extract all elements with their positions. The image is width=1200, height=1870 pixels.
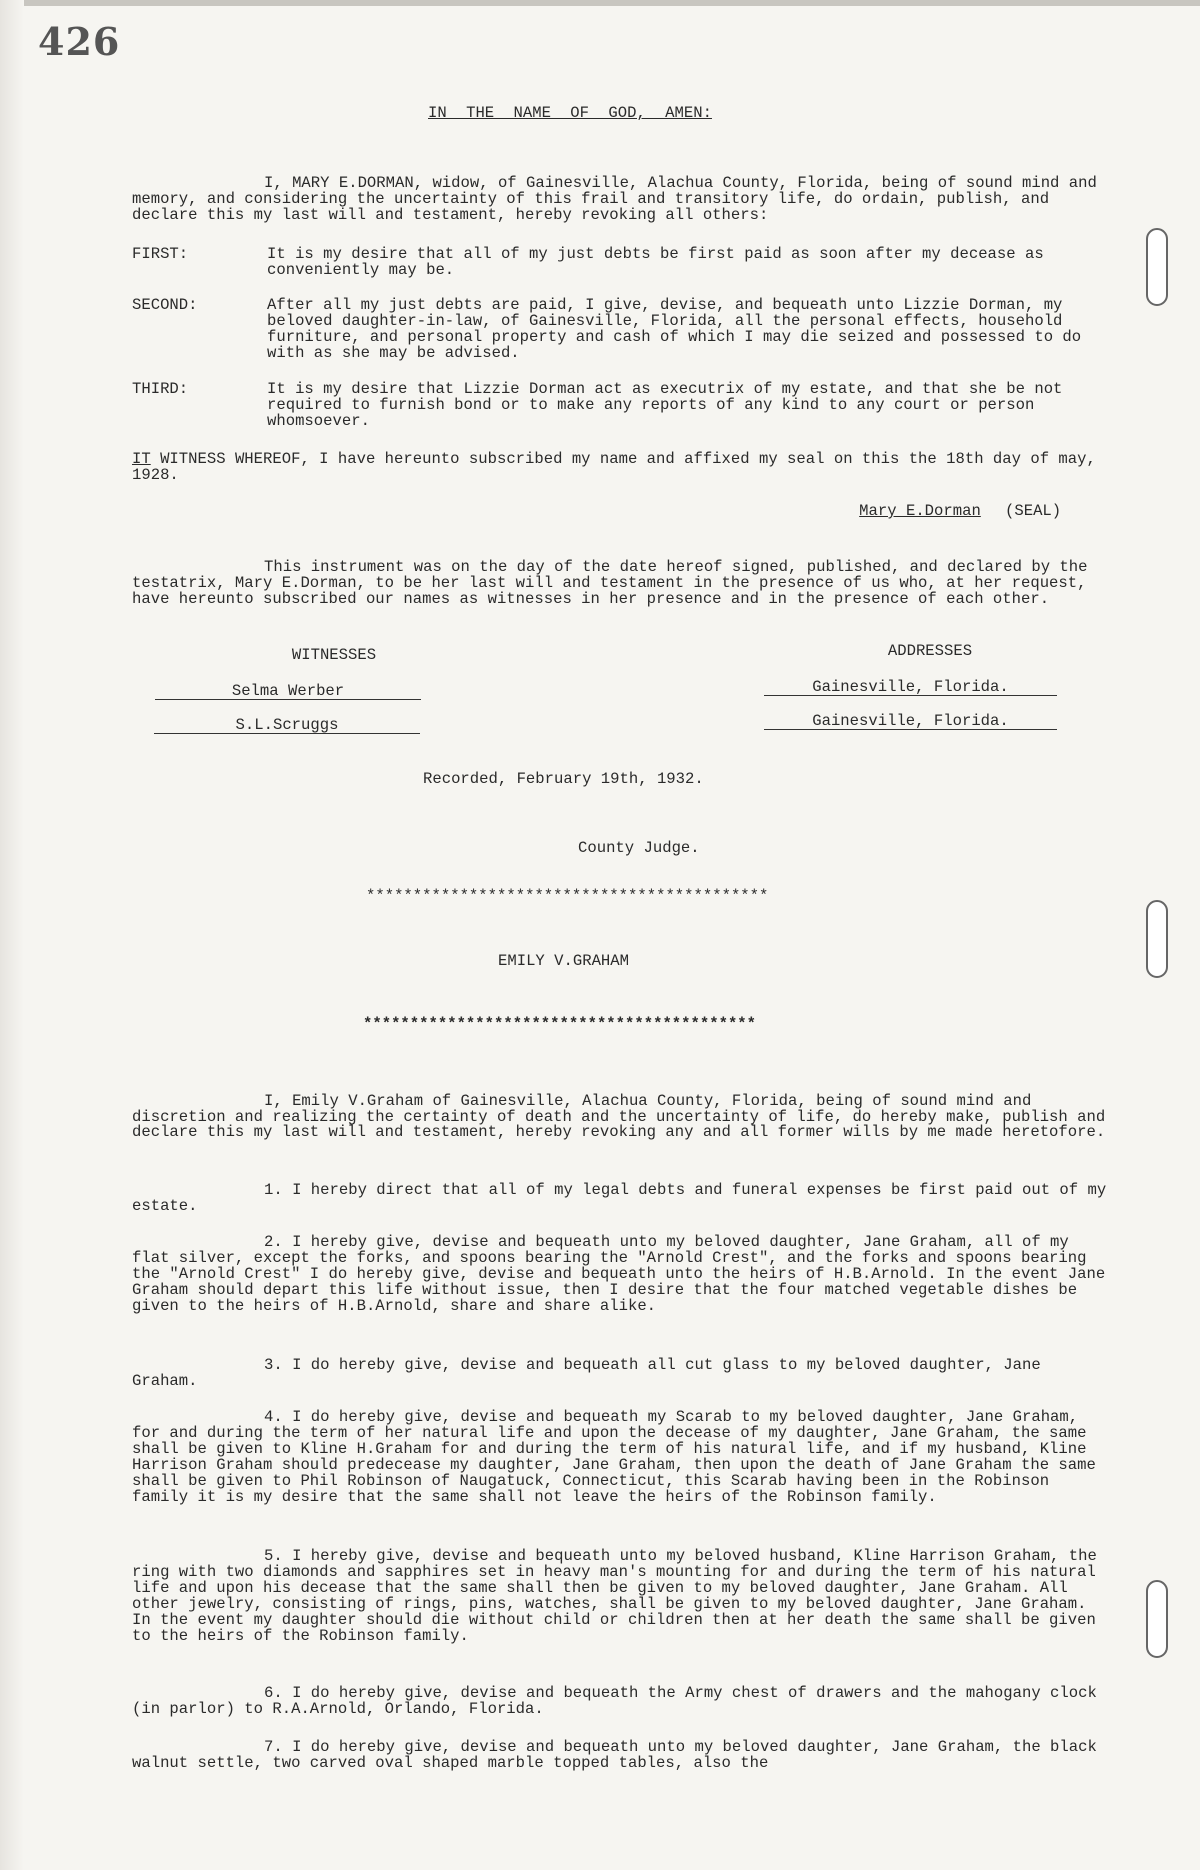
testator-signature: Mary E.Dorman bbox=[859, 502, 981, 520]
attestation-clause: This instrument was on the day of the date hereof signed, published, and declared by the testatrix, Mary E.Dorman, to be her last will and testament in the presence of us who, at her request, have hereunto subscribed our names as witnesses in her presence and in the presence of each other. bbox=[132, 558, 1088, 608]
second-will-intro: I, Emily V.Graham of Gainesville, Alachua County, Florida, being of sound mind and discretion and realizing the certainty of death and the uncertainty of life, do hereby make, publish and declare this my last will and testament, hereby revoking any and all former wills by me made heretofore. bbox=[132, 1092, 1106, 1141]
witness-clause: WITNESS WHEREOF, I have hereunto subscribed my name and affixed my seal on this the 18th day of may, 1928. bbox=[132, 450, 1096, 484]
county-judge: County Judge. bbox=[578, 839, 700, 857]
page-number: 426 bbox=[38, 19, 121, 64]
clause-label-third: THIRD: bbox=[132, 380, 189, 398]
bequest-item: 4. I do hereby give, devise and bequeath my Scarab to my beloved daughter, Jane Graham, for and during the term of her natural life and upon the decease of my daughter, Jane Graham, the same shall be given to Kline H.Graham for and during the term of his natural life, and if my husband, Kline Harrison Graham should predecease my daughter, Jane Graham, then upon the death of Jane Graham the same shall be given to Phil Robinson of Naugatuck, Connecticut, this Scarab having been in the Robinson family it is my desire that the same shall not leave the heirs of the Robinson family. bbox=[132, 1408, 1096, 1506]
recorded-date: Recorded, February 19th, 1932. bbox=[423, 770, 704, 788]
page-edge bbox=[0, 0, 1200, 6]
bequest-item: 1. I hereby direct that all of my legal debts and funeral expenses be first paid out of my estate. bbox=[132, 1181, 1107, 1215]
clause-label-first: FIRST: bbox=[132, 245, 189, 263]
clause-text-third: It is my desire that Lizzie Dorman act as executrix of my estate, and that she be not required to furnish bond or to make any reports of any kind to any court or person whomsoever. bbox=[267, 380, 1063, 430]
witness-whereof bbox=[132, 451, 1112, 483]
binder-hole-3 bbox=[1146, 1580, 1168, 1658]
addresses-header: ADDRESSES bbox=[887, 642, 973, 660]
bequest-item: 6. I do hereby give, devise and bequeath the Army chest of drawers and the mahogany clock (in parlor) to R.A.Arnold, Orlando, Florida. bbox=[132, 1684, 1097, 1718]
bequest-item: 3. I do hereby give, devise and bequeath all cut glass to my beloved daughter, Jane Graham. bbox=[132, 1356, 1041, 1390]
bequest-item: 5. I hereby give, devise and bequeath unto my beloved husband, Kline Harrison Graham, the ring with two diamonds and sapphires set in heavy man's mounting for and during the term of his natural life and upon his decease that the same shall then be given to my beloved daughter, Jane Graham. All other jewelry, consisting of rings, pins, watches, shall be given to my beloved daughter, Jane Graham. In the event my daughter should die without child or children then at her death the same shall be given to the heirs of the Robinson family. bbox=[132, 1547, 1097, 1645]
binder-hole-1 bbox=[1146, 228, 1168, 306]
binder-hole-2 bbox=[1146, 900, 1168, 978]
witness-lead: IT bbox=[132, 450, 151, 468]
clause-label-second: SECOND: bbox=[132, 296, 198, 314]
witness-address: Gainesville, Florida. bbox=[764, 679, 1057, 696]
witnesses-header: WITNESSES bbox=[291, 646, 377, 664]
seal-mark: (SEAL) bbox=[1005, 502, 1062, 520]
bequest-item: 2. I hereby give, devise and bequeath unto my beloved daughter, Jane Graham, all of my flat silver, except the forks, and spoons bearing the "Arnold Crest", and the forks and spoons bearing the "Arnold Crest" I do hereby give, devise and bequeath unto the heirs of H.B.Arnold. In the event Jane Graham should depart this life without issue, then I desire that the four matched vegetable dishes be given to the heirs of H.B.Arnold, share and share alike. bbox=[132, 1233, 1106, 1315]
first-will-intro: I, MARY E.DORMAN, widow, of Gainesville, Alachua County, Florida, being of sound mind and memory, and considering the uncertainty of this frail and transitory life, do ordain, publish, and declare this my last will and testament, hereby revoking all others: bbox=[132, 174, 1097, 224]
witness-address: Gainesville, Florida. bbox=[764, 713, 1057, 730]
will-heading: IN THE NAME OF GOD, AMEN: bbox=[428, 104, 712, 122]
separator-bottom: ****************************************** bbox=[363, 1015, 757, 1033]
binding-shadow bbox=[0, 0, 24, 1870]
separator-top: ******************************************* bbox=[366, 887, 769, 905]
witness-name: S.L.Scruggs bbox=[154, 717, 420, 734]
bequest-item: 7. I do hereby give, devise and bequeath unto my beloved daughter, Jane Graham, the black walnut settle, two carved oval shaped marble topped tables, also the bbox=[132, 1738, 1097, 1772]
clause-text-first: It is my desire that all of my just debts be first paid as soon after my decease as conveniently may be. bbox=[267, 245, 1044, 279]
clause-text-second: After all my just debts are paid, I give, devise, and bequeath unto Lizzie Dorman, my beloved daughter-in-law, of Gainesville, Florida, all the personal effects, household furniture, and personal property and cash of which I may die seized and possessed to do with as she may be advised. bbox=[267, 296, 1082, 362]
witness-name: Selma Werber bbox=[155, 683, 421, 700]
second-will-title: EMILY V.GRAHAM bbox=[498, 952, 630, 970]
